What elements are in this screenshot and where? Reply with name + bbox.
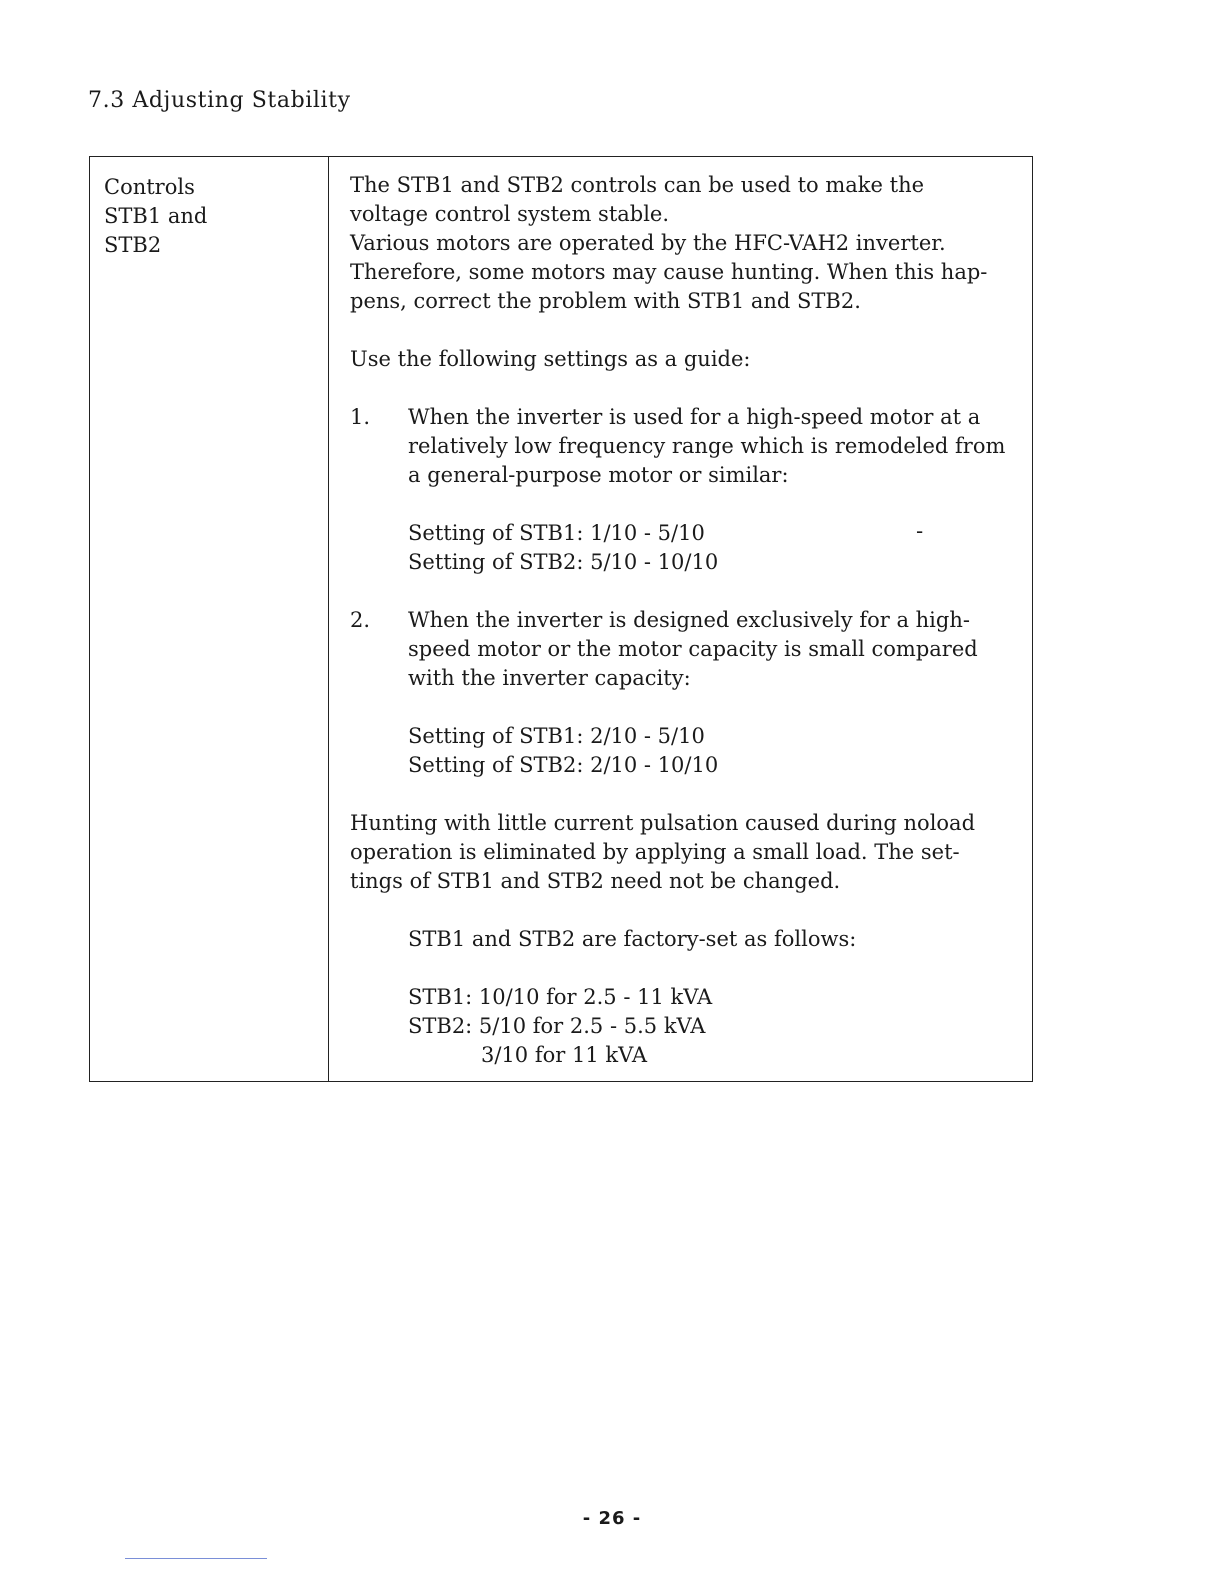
- setting-line-stb2: Setting of STB2: 2/10 - 10/10: [408, 753, 719, 777]
- item-line: speed motor or the motor capacity is small compared: [408, 637, 978, 661]
- hunting-paragraph: [350, 809, 1030, 896]
- intro-line: Therefore, some motors may cause hunting. When this hap-: [350, 260, 988, 284]
- stray-dash-mark: -: [916, 519, 924, 543]
- setting-item-2: [350, 606, 1030, 780]
- hunting-line: Hunting with little current pulsation caused during noload: [350, 811, 976, 835]
- factory-setting-stb2: STB2: 5/10 for 2.5 - 5.5 kVA: [408, 1014, 706, 1038]
- setting-line-stb1: Setting of STB1: 2/10 - 5/10: [408, 724, 705, 748]
- control-label-line: Controls: [104, 175, 195, 199]
- control-label-line: STB1 and: [104, 204, 208, 228]
- intro-line: pens, correct the problem with STB1 and STB2.: [350, 289, 861, 313]
- intro-paragraph: [350, 171, 1030, 316]
- factory-setting-stb1: STB1: 10/10 for 2.5 - 11 kVA: [408, 985, 713, 1009]
- guide-text: Use the following settings as a guide:: [350, 347, 751, 371]
- factory-setting-stb2-extra: 3/10 for 11 kVA: [481, 1043, 647, 1067]
- item-line: relatively low frequency range which is remodeled from: [408, 434, 1006, 458]
- item-line: When the inverter is used for a high-speed motor at a: [408, 405, 981, 429]
- page-number: - 26 -: [582, 1508, 642, 1529]
- control-label-line: STB2: [104, 233, 162, 257]
- factory-intro: STB1 and STB2 are factory-set as follows:: [408, 927, 857, 951]
- control-label-cell: [104, 173, 314, 260]
- setting-line-stb2: Setting of STB2: 5/10 - 10/10: [408, 550, 719, 574]
- item-number: 1.: [350, 405, 371, 429]
- item-number: 2.: [350, 608, 371, 632]
- footer-rule: [125, 1558, 267, 1559]
- item-line: When the inverter is designed exclusively for a high-: [408, 608, 970, 632]
- intro-line: The STB1 and STB2 controls can be used to make the: [350, 173, 925, 197]
- description-cell: [350, 171, 1030, 1070]
- hunting-line: tings of STB1 and STB2 need not be changed.: [350, 869, 841, 893]
- intro-line: voltage control system stable.: [350, 202, 670, 226]
- setting-line-stb1: Setting of STB1: 1/10 - 5/10: [408, 521, 705, 545]
- section-title: 7.3 Adjusting Stability: [88, 88, 351, 113]
- column-divider: [328, 157, 329, 1081]
- item-line: with the inverter capacity:: [408, 666, 691, 690]
- stability-table: [89, 156, 1033, 1082]
- hunting-line: operation is eliminated by applying a small load. The set-: [350, 840, 960, 864]
- setting-item-1: [350, 403, 1030, 577]
- intro-line: Various motors are operated by the HFC-VAH2 inverter.: [350, 231, 946, 255]
- item-line: a general-purpose motor or similar:: [408, 463, 789, 487]
